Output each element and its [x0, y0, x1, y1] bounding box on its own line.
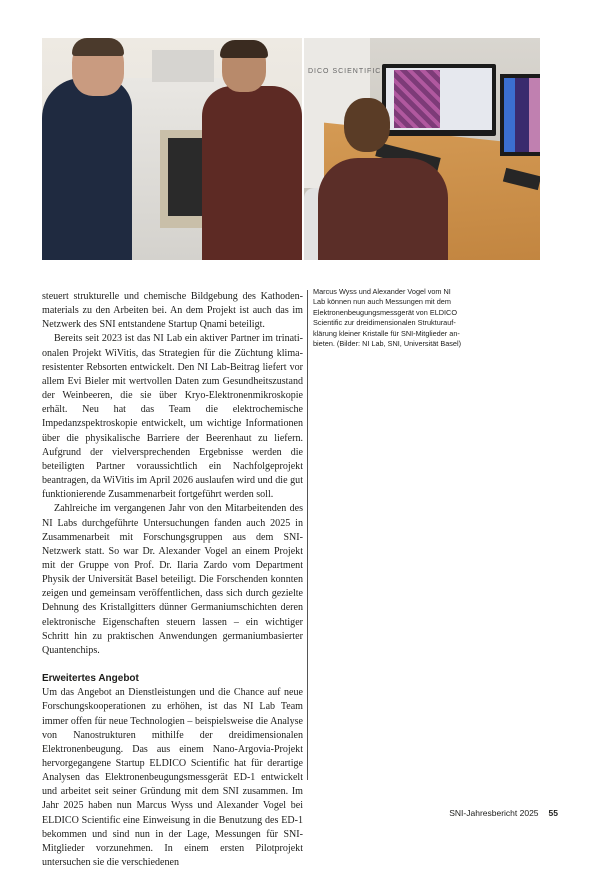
body-paragraph: Zahlreiche im vergangenen Jahr von den Mitarbeitenden des NI Labs durchgeführte Untersuchungen fanden auch 2025 in Zusammenarbeit mit Forschungsgruppen aus dem SNI-Netzwerk statt. So war Dr. Alexander Vogel an einem Projekt mit der Gruppe von Prof. Dr. Ilaria Zardo vom Department Physik der Universität Basel beteiligt. Die Forschenden konnten zeigen und gemeinsam veröffentlichen, dass sich durch gezielte Dehnung des Kristallgitters dünner Germaniumschichten deren elektronische Eigenschaften steuern lassen – ein wichtiger Schritt hin zu praktischen Anwendungen germaniumbasierter Quantenchips. [42, 503, 303, 656]
body-paragraph: Bereits seit 2023 ist das NI Lab ein aktiver Partner im trinationalen Projekt WiVitis, das Strategien für die Züchtung klimaresistenter Rebsorten entwickelt. Den NI Lab-Beitrag liefert vor allem Evi Bieler mit wertvollen Daten zum Gesundheitszustand der Weinbeeren, die sie über Kryo-Elektronenmikroskopie erhält. Neu hat das Team die elektrochemische Impedanzspektroskopie entwickelt, um wichtige Informationen über die physikalische Barriere der Beerenhaut zu liefern. Aufgrund der vielversprechenden Ergebnisse werden die beteiligten Partner voraussichtlich ein Nachfolgeprojekt beantragen, da WiVitis im April 2026 auslaufen wird und die gut funktionierende Zusammenarbeit fortgeführt werden soll. [42, 333, 303, 501]
body-paragraph: Um das Angebot an Dienstleistungen und die Chance auf neue Forschungskooperationen zu erhöhen, ist das NI Lab Team immer offen für neue Technologien – beispielsweise die Analyse von Nanostrukturen mithilfe der dreidimensionalen Elektronenbeugung. Das aus einem Nano-Argovia-Projekt hervorgegangene Startup ELDICO Scientific hat für derartige Analysen das Elektronenbeugungsmessgerät ED-1 entwickelt und arbeitet seit seiner Gründung mit dem SNI zusammen. Im Jahr 2025 haben nun Marcus Wyss und Alexander Vogel bei ELDICO Scientific eine Einweisung in die Benutzung des ED-1 bekommen und sind nun in der Lage, Messungen für SNI-Mitglieder vorzunehmen. In einem ersten Pilotprojekt untersuchen sie die verschiedenen [42, 687, 303, 869]
photo-strip [42, 38, 540, 260]
person-right [202, 86, 302, 260]
monitor-secondary-screen [504, 78, 540, 152]
publication-title: SNI-Jahresbericht 2025 [449, 808, 539, 818]
page-number: 55 [548, 808, 558, 818]
page-footer [449, 808, 558, 818]
photo-caption: Marcus Wyss und Alexander Vogel vom NI Lab können nun auch Messungen mit dem Elektronenbeugungsmessgerät von ELDICO Scientific zur dreidimensionalen Strukturaufklärung kleiner Kristalle für SNI-Mitglieder anbieten. (Bilder: NI Lab, SNI, Universität Basel) [313, 287, 462, 349]
person-right-hair [220, 40, 268, 58]
eldico-logo: DICO SCIENTIFIC [308, 68, 382, 75]
photo-lab-instrument [42, 38, 302, 260]
instrument-panel [152, 50, 214, 82]
person-seated [318, 158, 448, 260]
person-left [42, 78, 132, 260]
body-paragraph: steuert strukturelle und chemische Bildgebung des Kathodenmaterials zu den Arbeiten bei. An dem Projekt ist auch das im Netzwerk des SNI entstandene Startup Qnami beteiligt. [42, 291, 303, 331]
person-left-hair [72, 38, 124, 56]
person-seated-head [344, 98, 390, 152]
main-text-column [42, 290, 303, 870]
diffraction-image [394, 70, 440, 128]
column-divider [307, 290, 308, 780]
photo-computer-workstation [304, 38, 540, 260]
section-heading: Erweitertes Angebot [42, 673, 139, 685]
